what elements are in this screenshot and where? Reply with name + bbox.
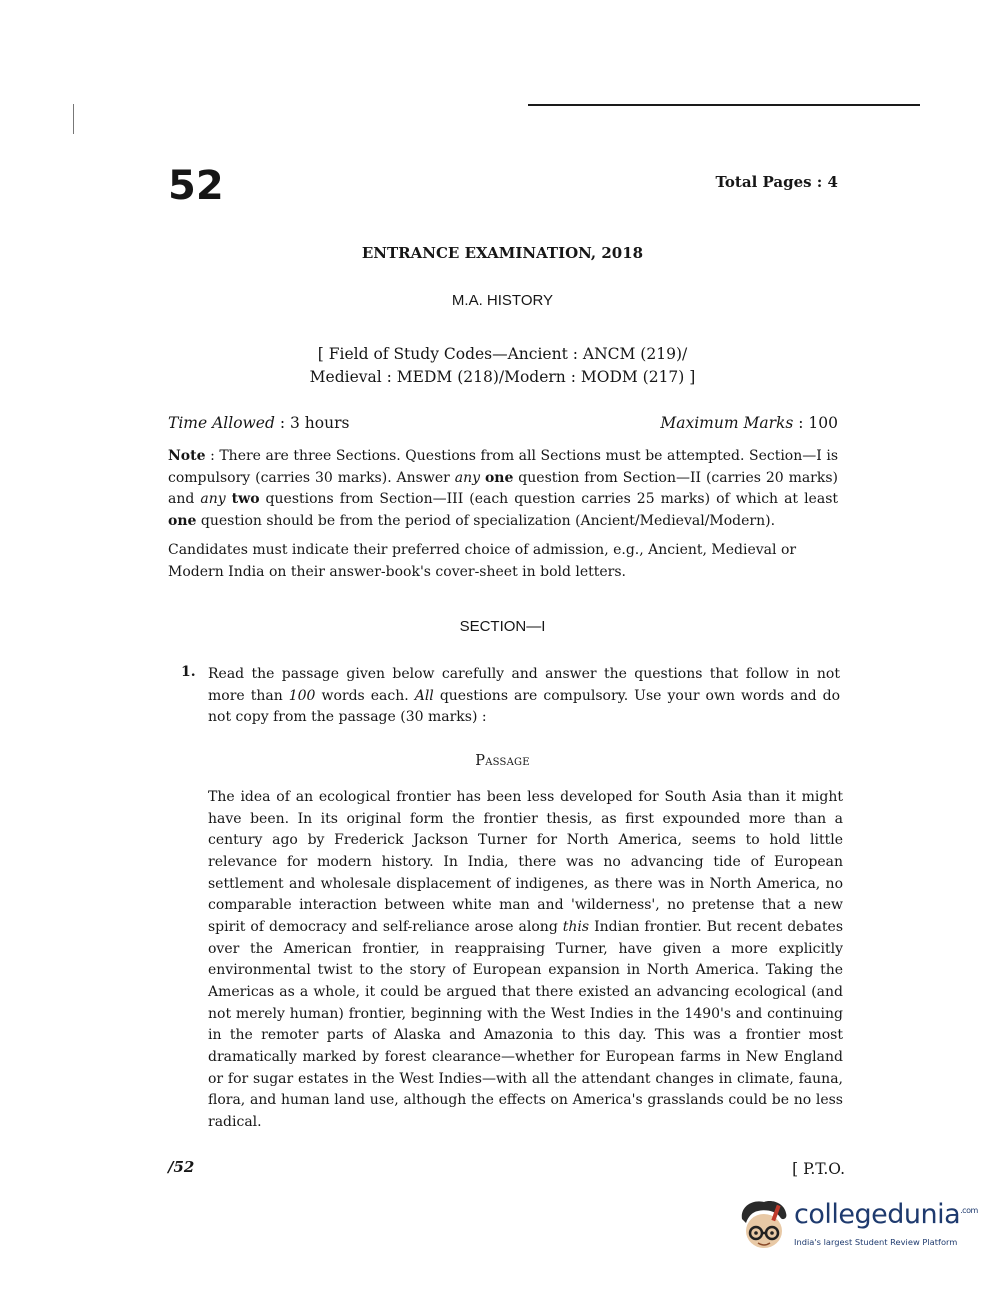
note-any: any — [454, 469, 481, 486]
exam-title: ENTRANCE EXAMINATION, 2018 — [361, 244, 644, 262]
top-rule — [528, 104, 920, 106]
question-text-2: words each. — [315, 687, 415, 704]
question-text-1: Read the passage given below carefully and answer the questions that follow in not more than — [208, 666, 840, 704]
study-codes — [0, 343, 993, 389]
candidates-instruction: Candidates must indicate their preferred choice of admission, e.g., Ancient, Medieval or Modern India on their answer-book's cover-sheet in bold letters. — [168, 542, 797, 580]
logo-suffix: .com — [960, 1206, 978, 1215]
note-text-4: question should be from the period of specialization (Ancient/Medieval/Modern). — [196, 512, 776, 529]
question-text-3: questions are compulsory. Use your own words and do not copy from the passage (30 marks) : — [208, 687, 840, 725]
note-label: Note — [168, 448, 206, 464]
subject-title: M.A. HISTORY — [451, 292, 554, 309]
section-heading: SECTION—I — [459, 618, 546, 635]
note-text-2: question from Section—II (carries 20 marks) and — [168, 469, 839, 507]
logo-wordmark — [794, 1199, 978, 1230]
mascot-icon — [736, 1197, 794, 1257]
question-text — [208, 664, 840, 729]
note-text-3: questions from Section—III (each question carries 25 marks) of which at least — [259, 491, 838, 507]
maximum-marks-value: : 100 — [793, 414, 838, 432]
study-codes-line-1: [ Field of Study Codes—Ancient : ANCM (219)/ — [317, 345, 688, 363]
maximum-marks — [660, 414, 838, 432]
time-allowed-value: : 3 hours — [274, 414, 350, 432]
study-codes-line-2: Medieval : MEDM (218)/Modern : MODM (217) ] — [309, 368, 696, 386]
note-any-2: any — [200, 491, 226, 507]
note-one-2: one — [168, 512, 197, 529]
time-allowed — [168, 414, 349, 432]
passage-text-2: Indian frontier. But recent debates over the American frontier, in reappraising Turner, have given a more explicitly environmental twist to the story of European expansion in North America. Taking the Americas as a whole, it could be argued that there existed an advancing ecological (and not merely human) frontier, beginning with the West Indies in the 1490's and continuing in the remoter parts of Alaska and Amazonia to this day. This was a frontier most dramatically marked by forest clearance—whether for European farms in New England or for sugar estates in the West Indies—with all the attendant changes in climate, fauna, flora, and human land use, although the effects on America's grasslands could be no less radical. — [208, 918, 843, 1130]
paper-code: 52 — [168, 163, 224, 209]
collegedunia-logo[interactable] — [736, 1197, 978, 1267]
note-text-1: : There are three Sections. Questions from all Sections must be attempted. Section—I is compulsory (carries 30 marks). Answer — [168, 448, 838, 486]
question-number: 1. — [181, 664, 196, 680]
time-allowed-label: Time Allowed — [168, 414, 275, 432]
question-all: All — [414, 687, 434, 704]
passage-body — [208, 787, 843, 1134]
passage-this: this — [562, 918, 590, 935]
footer-paper-code: /52 — [168, 1158, 195, 1176]
note-one: one — [484, 469, 514, 486]
logo-tagline: India's largest Student Review Platform — [794, 1237, 958, 1247]
logo-name: collegedunia — [794, 1199, 961, 1230]
instructions-note — [168, 446, 838, 532]
total-pages: Total Pages : 4 — [715, 173, 838, 191]
passage-heading: Passage — [475, 753, 530, 769]
question-word-limit: 100 — [288, 687, 316, 704]
passage-text-1: The idea of an ecological frontier has been less developed for South Asia than it might have been. In its original form the frontier thesis, as first expounded more than a century ago by Frederick Jackson Turner for North America, seems to hold little relevance for modern history. In India, there was no advancing tide of European settlement and wholesale displacement of indigenes, as there was in North America, no comparable interaction between white man and 'wilderness', no pretense that a new spirit of democracy and self-reliance arose along — [208, 789, 843, 935]
note-two: two — [231, 491, 260, 507]
please-turn-over: [ P.T.O. — [792, 1160, 845, 1178]
maximum-marks-label: Maximum Marks — [660, 414, 794, 432]
scan-edge-mark — [73, 104, 74, 134]
